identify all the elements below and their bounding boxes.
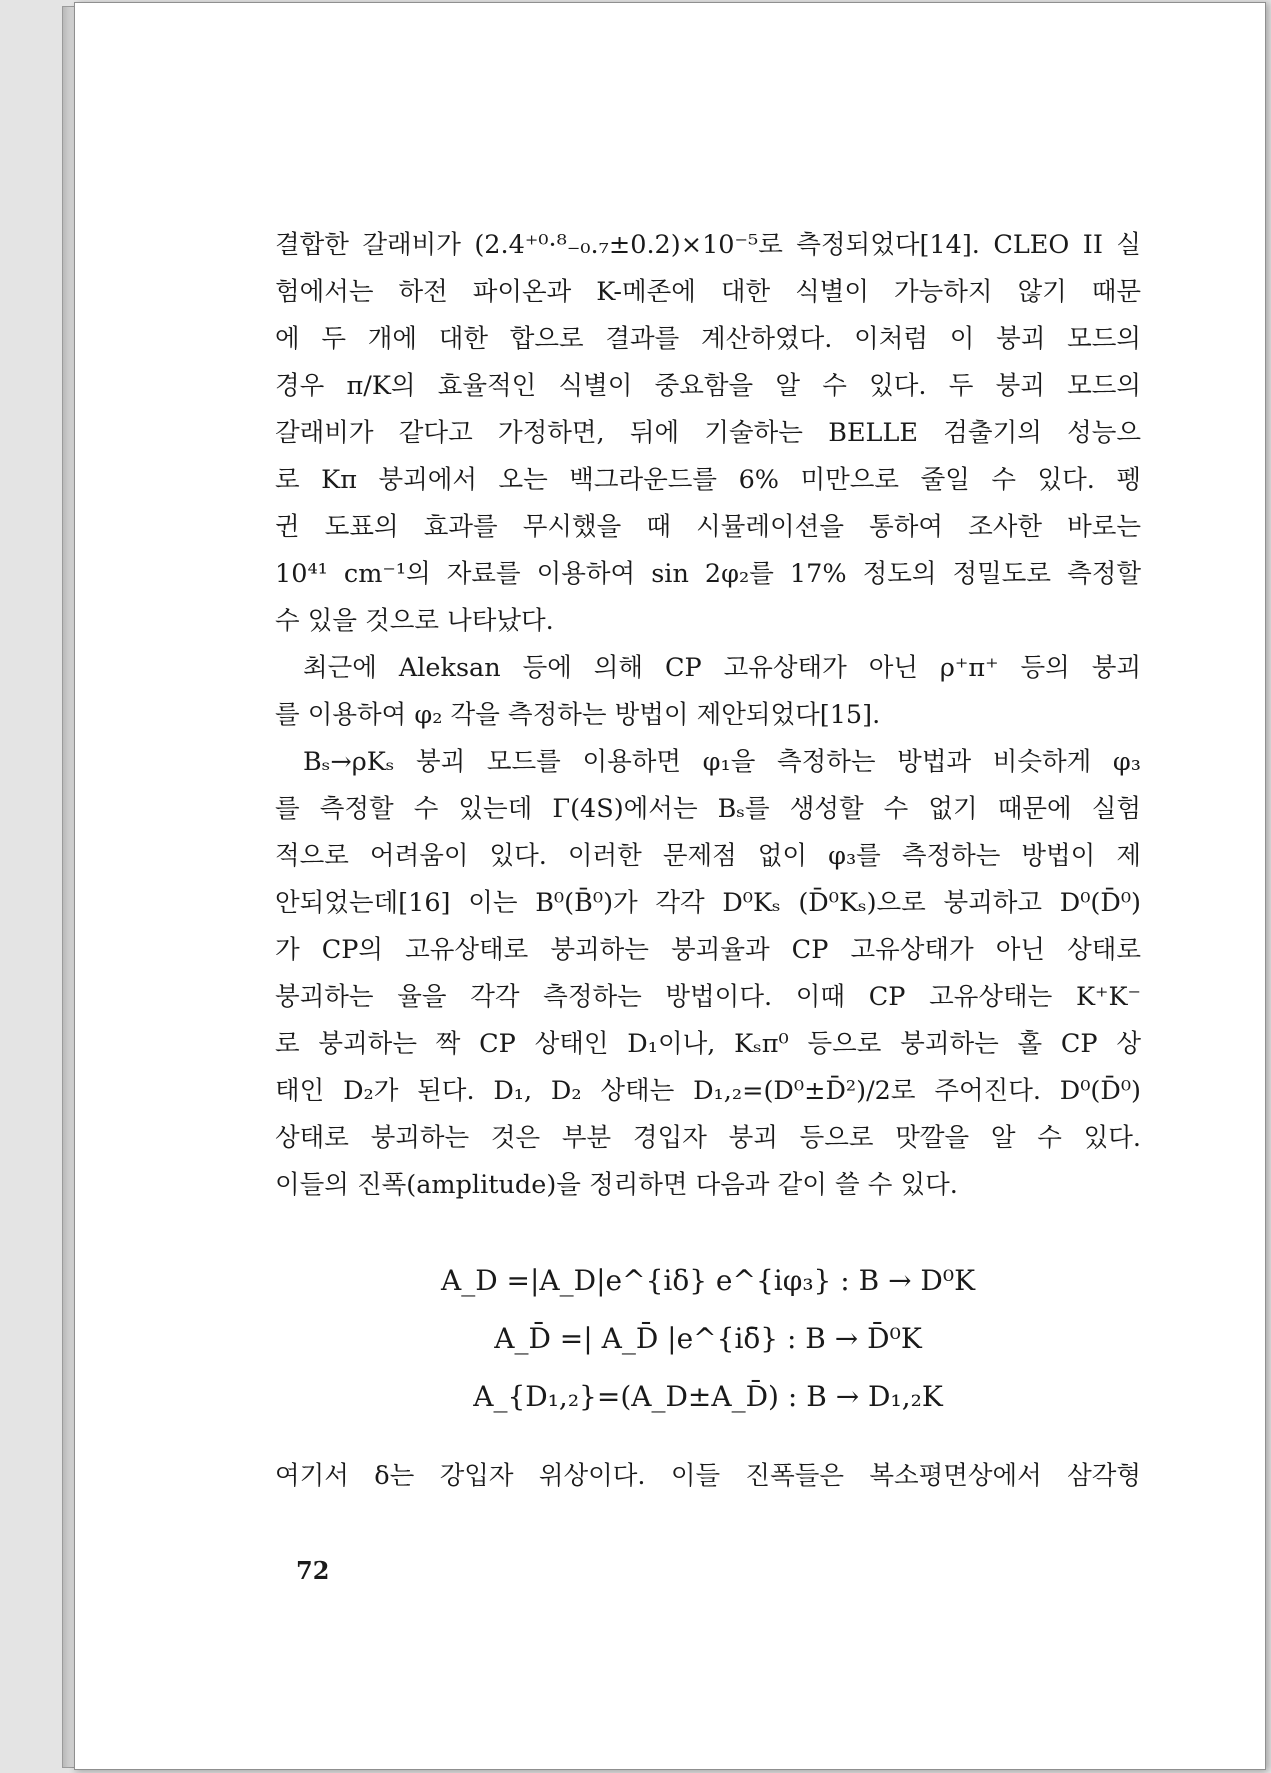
text-line: 적으로 어려움이 있다. 이러한 문제점 없이 φ₃를 측정하는 방법이 제 [275,841,1141,871]
equation: A_D =|A_D|e^{iδ} e^{iφ₃} : B → D⁰K [440,1264,976,1297]
equation-block [275,1252,1141,1426]
text-line: 상태로 붕괴하는 것은 부분 경입자 붕괴 등으로 맛깔을 알 수 있다. [275,1123,1141,1153]
equation: A_D̄ =| A_D̄ |e^{iδ̄} : B → D̄⁰K [494,1322,922,1355]
body-text [275,222,1141,1209]
text-line: 가 CP의 고유상태로 붕괴하는 붕괴율과 CP 고유상태가 아닌 상태로 [275,935,1141,965]
text-line: 최근에 Aleksan 등에 의해 CP 고유상태가 아닌 ρ⁺π⁺ 등의 붕괴 [303,653,1141,683]
text-line: 로 붕괴하는 짝 CP 상태인 D₁이나, Kₛπ⁰ 등으로 붕괴하는 홀 CP 상 [275,1029,1141,1059]
paragraph-2 [275,645,1141,739]
page-number: 72 [296,1556,330,1585]
text-line: 수 있을 것으로 나타났다. [275,606,554,636]
paragraph-1 [275,222,1141,645]
following-text [275,1453,1141,1500]
text-line: 붕괴하는 율을 각각 측정하는 방법이다. 이때 CP 고유상태는 K⁺K⁻ [275,982,1141,1012]
text-line: 에 두 개에 대한 합으로 결과를 계산하였다. 이처럼 이 붕괴 모드의 [275,324,1141,354]
text-line: 험에서는 하전 파이온과 K-메존에 대한 식별이 가능하지 않기 때문 [275,277,1141,307]
text-line: 를 측정할 수 있는데 Γ(4S)에서는 Bₛ를 생성할 수 없기 때문에 실험 [275,794,1141,824]
paragraph-3 [275,739,1141,1209]
text-line: 안되었는데[16] 이는 B⁰(B̄⁰)가 각각 D⁰Kₛ (D̄⁰Kₛ)으로 붕괴하고 D⁰(D̄⁰) [275,888,1141,918]
text-line: Bₛ→ρKₛ 붕괴 모드를 이용하면 φ₁을 측정하는 방법과 비슷하게 φ₃ [303,747,1141,777]
text-line: 를 이용하여 φ₂ 각을 측정하는 방법이 제안되었다[15]. [275,700,881,730]
text-line: 10⁴¹ cm⁻¹의 자료를 이용하여 sin 2φ₂를 17% 정도의 정밀도로 측정할 [275,559,1141,589]
text-line: 갈래비가 같다고 가정하면, 뒤에 기술하는 BELLE 검출기의 성능으 [275,418,1141,448]
text-line: 태인 D₂가 된다. D₁, D₂ 상태는 D₁,₂=(D⁰±D̄²)/2로 주어진다. D⁰(D̄⁰) [275,1076,1141,1106]
text-line: 결합한 갈래비가 (2.4⁺⁰·⁸₋₀.₇±0.2)×10⁻⁵로 측정되었다[14]. CLEO II 실 [275,230,1141,260]
text-line: 여기서 δ는 강입자 위상이다. 이들 진폭들은 복소평면상에서 삼각형 [275,1461,1141,1491]
text-line: 이들의 진폭(amplitude)을 정리하면 다음과 같이 쓸 수 있다. [275,1170,958,1200]
equation: A_{D₁,₂}=(A_D±A_D̄) : B → D₁,₂K [473,1380,943,1413]
text-line: 로 Kπ 붕괴에서 오는 백그라운드를 6% 미만으로 줄일 수 있다. 펭 [275,465,1141,495]
text-line: 귄 도표의 효과를 무시했을 때 시뮬레이션을 통하여 조사한 바로는 [275,512,1141,542]
text-line: 경우 π/K의 효율적인 식별이 중요함을 알 수 있다. 두 붕괴 모드의 [275,371,1141,401]
